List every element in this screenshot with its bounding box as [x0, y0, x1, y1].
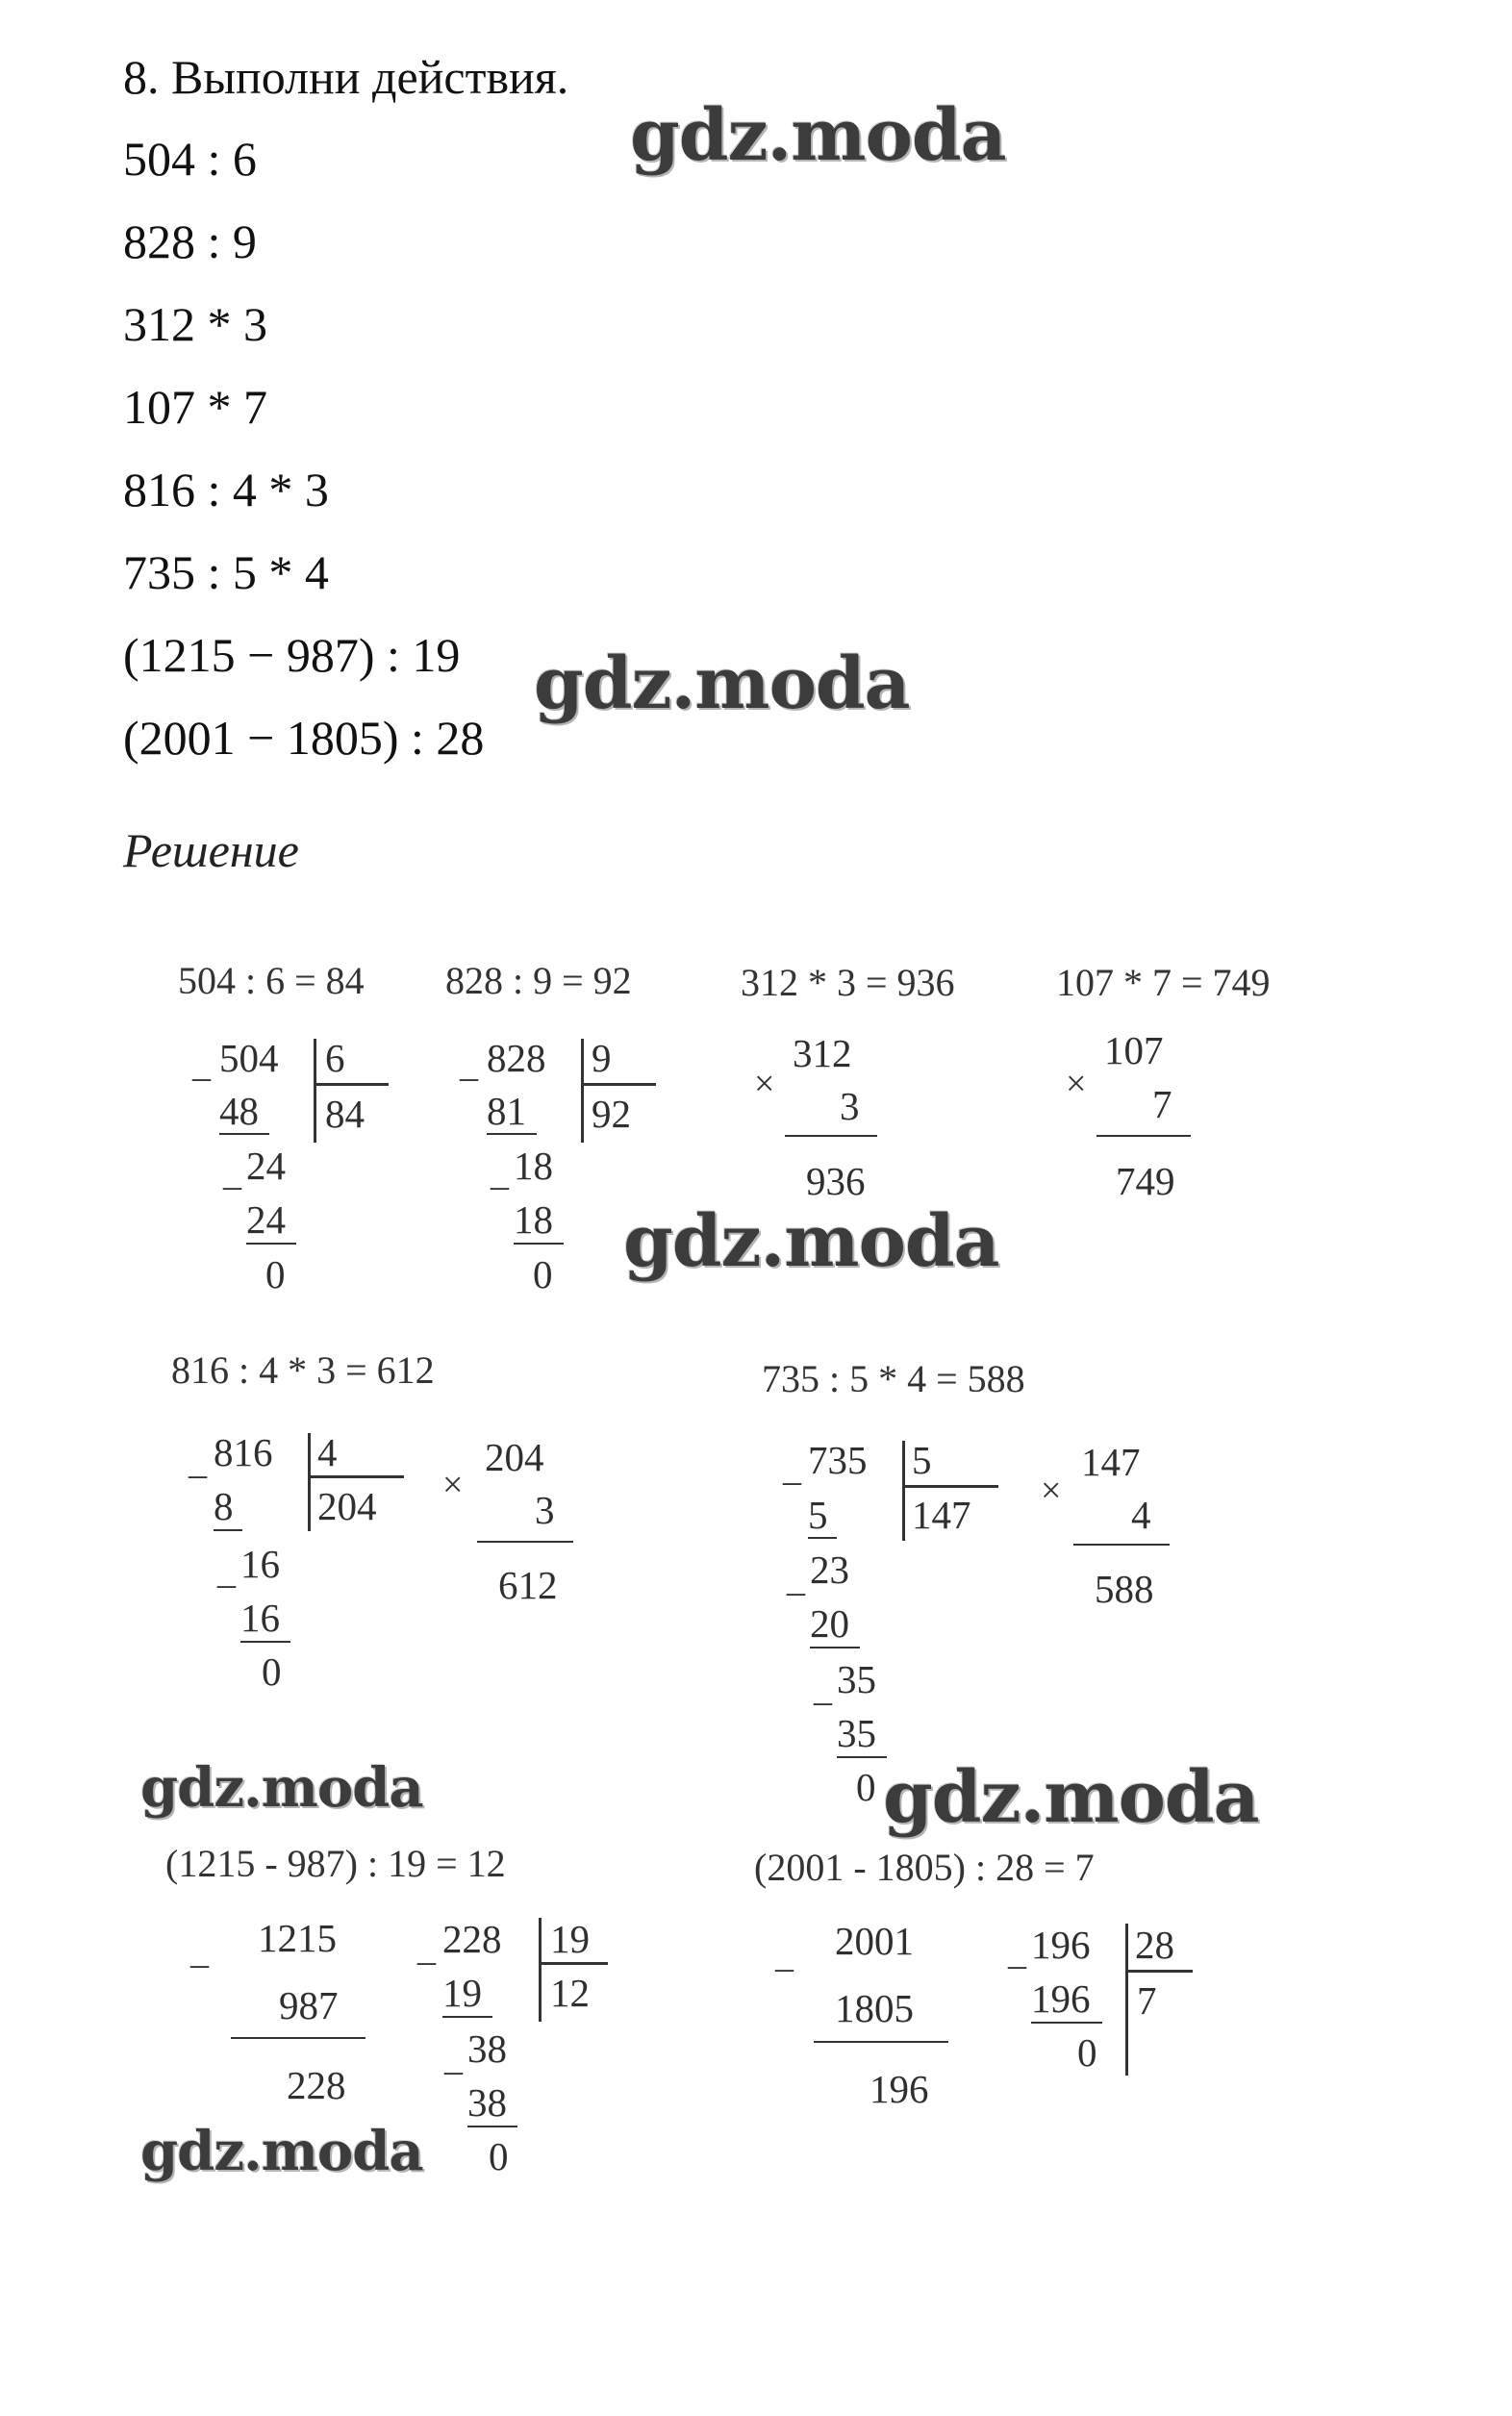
minus-sign: –	[190, 1944, 209, 1984]
step: 0	[856, 1765, 876, 1809]
heading: (2001 - 1805) : 28 = 7	[754, 1846, 1095, 1889]
watermark: gdz.moda	[623, 1200, 999, 1283]
step: 0	[262, 1649, 282, 1694]
quotient: 204	[317, 1484, 377, 1528]
operand: 7	[1152, 1082, 1172, 1126]
dividend: 228	[442, 1917, 502, 1961]
divisor: 9	[592, 1036, 612, 1080]
result: 228	[287, 2063, 346, 2107]
step: 16	[240, 1596, 280, 1640]
minus-sign: _	[444, 2038, 463, 2078]
step: 19	[442, 1971, 482, 2015]
operand: 4	[1131, 1493, 1151, 1537]
dividend: 504	[219, 1036, 279, 1080]
operand: 3	[535, 1488, 555, 1532]
step: 8	[214, 1484, 234, 1528]
operand: 2001	[835, 1919, 914, 1963]
task-line: 504 : 6	[123, 132, 257, 186]
operand: 204	[485, 1435, 544, 1479]
step: 35	[837, 1711, 876, 1755]
heading: 816 : 4 * 3 = 612	[171, 1348, 435, 1392]
heading: 504 : 6 = 84	[178, 959, 365, 1002]
watermark: gdz.moda	[140, 2120, 423, 2183]
result: 588	[1095, 1567, 1154, 1611]
minus-sign: _	[192, 1044, 211, 1085]
divisor: 4	[317, 1430, 338, 1474]
heading: 735 : 5 * 4 = 588	[762, 1357, 1025, 1400]
step: 18	[514, 1197, 553, 1242]
watermark: gdz.moda	[630, 94, 1006, 177]
step: 0	[265, 1252, 286, 1296]
step: 23	[810, 1548, 849, 1592]
minus-sign: _	[189, 1442, 207, 1482]
minus-sign: _	[1008, 1932, 1026, 1973]
task-line: 312 * 3	[123, 297, 267, 351]
result: 749	[1116, 1159, 1175, 1203]
operand: 107	[1104, 1028, 1164, 1072]
task-line: 107 * 7	[123, 380, 267, 434]
task-line: (2001 − 1805) : 28	[123, 711, 485, 765]
minus-sign: _	[223, 1153, 241, 1194]
times-sign: ×	[442, 1465, 464, 1505]
minus-sign: _	[814, 1669, 832, 1709]
quotient: 92	[592, 1092, 631, 1136]
operand: 3	[840, 1084, 860, 1128]
step: 38	[467, 2026, 507, 2071]
result: 612	[498, 1563, 558, 1607]
times-sign: ×	[754, 1064, 775, 1104]
minus-sign: _	[417, 1928, 436, 1969]
step: 20	[810, 1601, 849, 1646]
quotient: 12	[550, 1971, 590, 2015]
times-sign: ×	[1066, 1064, 1087, 1104]
task-title: 8. Выполни действия.	[123, 50, 569, 104]
watermark: gdz.moda	[534, 642, 910, 725]
step: 35	[837, 1657, 876, 1701]
quotient: 7	[1137, 1978, 1157, 2023]
heading: (1215 - 987) : 19 = 12	[165, 1842, 506, 1885]
step: 196	[1031, 1976, 1091, 2021]
times-sign: ×	[1041, 1471, 1062, 1511]
watermark: gdz.moda	[140, 1756, 423, 1820]
minus-sign: _	[460, 1044, 478, 1085]
minus-sign: _	[491, 1153, 509, 1194]
divisor: 19	[550, 1917, 590, 1961]
task-line: (1215 − 987) : 19	[123, 628, 461, 682]
task-line: 735 : 5 * 4	[123, 545, 329, 599]
minus-sign: _	[787, 1559, 805, 1599]
minus-sign: _	[783, 1448, 801, 1489]
heading: 828 : 9 = 92	[445, 959, 632, 1002]
step: 24	[246, 1144, 286, 1188]
minus-sign: _	[217, 1551, 236, 1592]
dividend: 196	[1031, 1923, 1091, 1967]
step: 0	[533, 1252, 553, 1296]
divisor: 6	[325, 1036, 345, 1080]
operand: 987	[279, 1983, 339, 2027]
result: 196	[869, 2067, 929, 2111]
watermark: gdz.moda	[883, 1756, 1259, 1839]
dividend: 735	[808, 1438, 868, 1482]
operand: 1805	[835, 1986, 914, 2030]
heading: 107 * 7 = 749	[1056, 961, 1271, 1004]
step: 48	[219, 1089, 259, 1133]
dividend: 816	[214, 1430, 273, 1474]
step: 0	[489, 2134, 509, 2178]
solution-label: Решение	[123, 823, 299, 877]
task-line: 828 : 9	[123, 214, 257, 268]
task-line: 816 : 4 * 3	[123, 463, 329, 516]
step: 18	[514, 1144, 553, 1188]
operand: 147	[1081, 1440, 1141, 1484]
divisor: 28	[1135, 1923, 1174, 1967]
step: 16	[240, 1542, 280, 1586]
step: 81	[487, 1089, 526, 1133]
heading: 312 * 3 = 936	[741, 961, 955, 1004]
dividend: 828	[487, 1036, 546, 1080]
step: 0	[1077, 2030, 1097, 2075]
quotient: 147	[912, 1493, 971, 1537]
step: 24	[246, 1197, 286, 1242]
step: 38	[467, 2080, 507, 2125]
result: 936	[806, 1159, 866, 1203]
divisor: 5	[912, 1438, 932, 1482]
operand: 312	[793, 1031, 852, 1075]
minus-sign: –	[775, 1948, 794, 1988]
operand: 1215	[258, 1916, 337, 1960]
step: 5	[808, 1493, 828, 1537]
quotient: 84	[325, 1092, 365, 1136]
